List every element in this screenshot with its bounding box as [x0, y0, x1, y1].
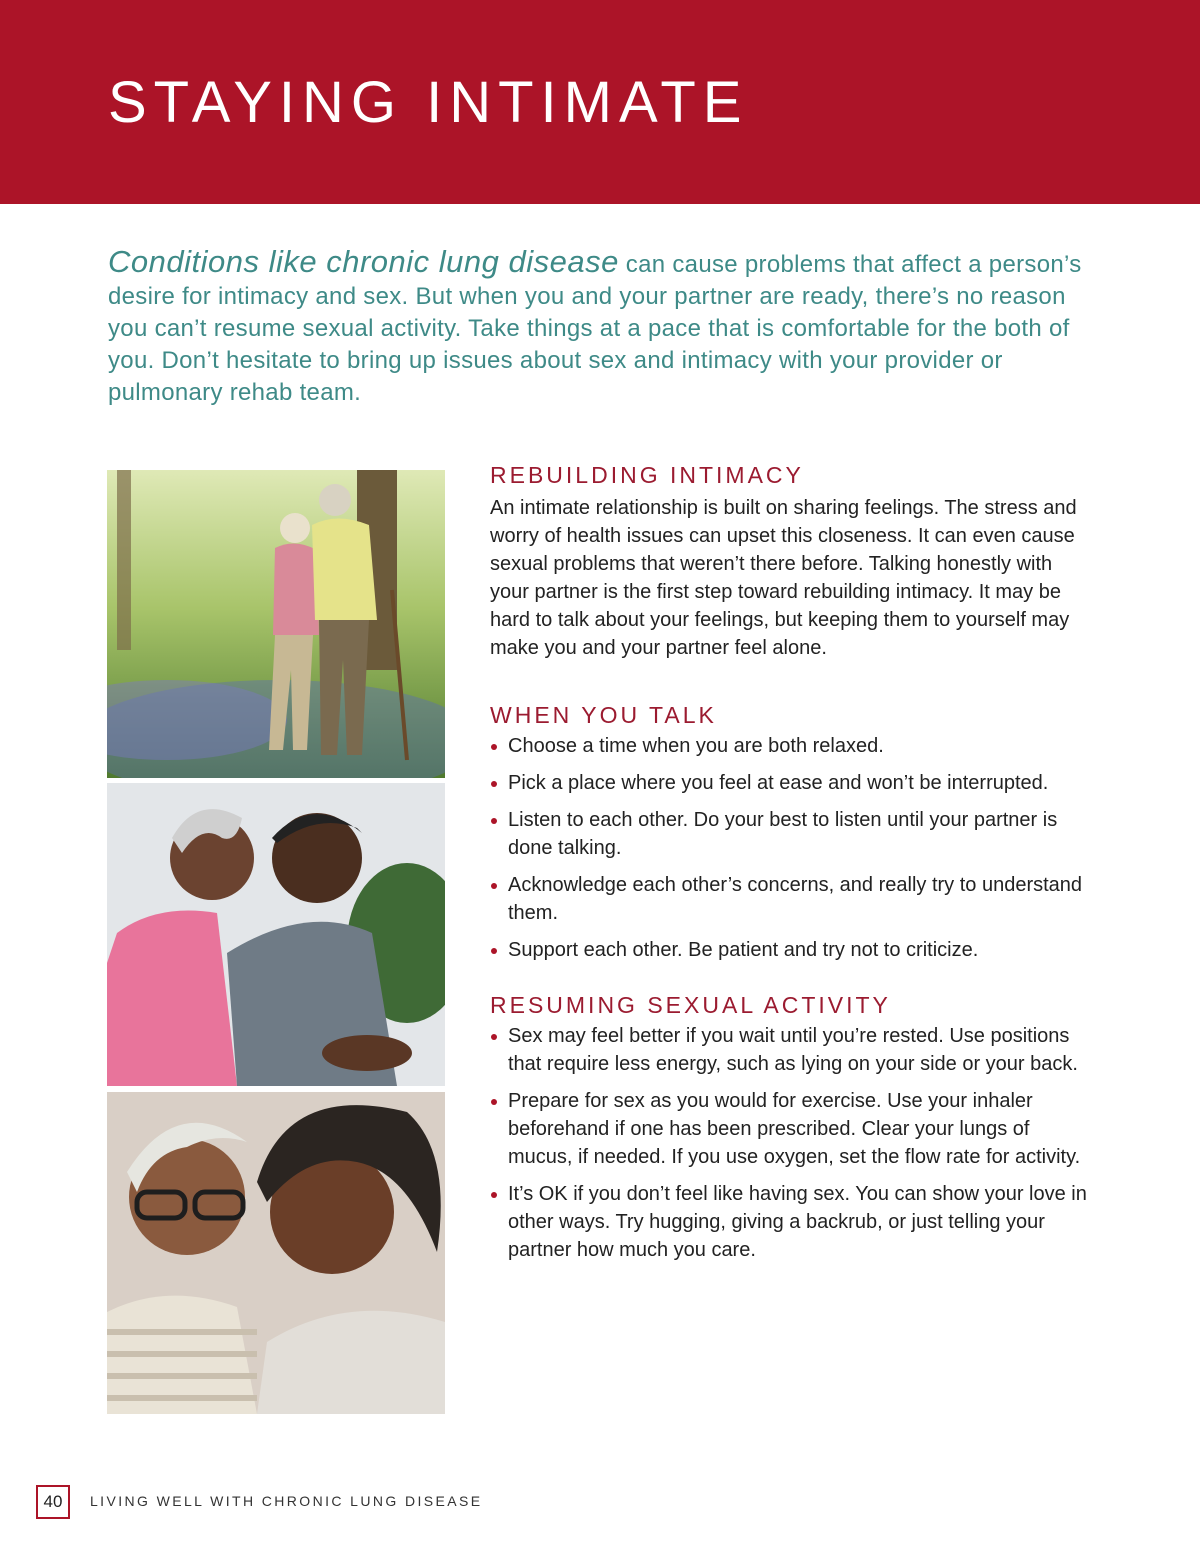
list-item: [490, 1087, 1090, 1171]
bullet-dot-icon: [491, 744, 497, 750]
bullet-dot-icon: [491, 1034, 497, 1040]
photo-couple-laughing: [107, 783, 445, 1086]
bullet-dot-icon: [491, 948, 497, 954]
intro-lead: Conditions like chronic lung disease: [108, 244, 619, 279]
list-item: [490, 806, 1090, 862]
bullet-text: Choose a time when you are both relaxed.: [508, 735, 884, 757]
main-content: [490, 460, 1090, 1273]
bullet-dot-icon: [491, 1192, 497, 1198]
photo-women-smiling: [107, 1092, 445, 1414]
bullet-text: Acknowledge each other’s concerns, and really try to understand them.: [508, 874, 1083, 924]
bullet-text: It’s OK if you don’t feel like having sex. You can show your love in other ways. Try hugging, giving a backrub, or just telling your partner how much you care.: [508, 1183, 1087, 1261]
bullet-text: Listen to each other. Do your best to listen until your partner is done talking.: [508, 809, 1058, 859]
bullet-dot-icon: [491, 781, 497, 787]
list-item: [490, 871, 1090, 927]
heading-resuming-sexual-activity: RESUMING SEXUAL ACTIVITY: [490, 992, 891, 1018]
bullet-text: Support each other. Be patient and try not to criticize.: [508, 939, 979, 961]
bullet-dot-icon: [491, 1099, 497, 1105]
heading-rebuilding-intimacy: REBUILDING INTIMACY: [490, 462, 804, 488]
photo-couple-walking: [107, 470, 445, 778]
list-item: [490, 1022, 1090, 1078]
bullet-text: Pick a place where you feel at ease and won’t be interrupted.: [508, 772, 1049, 794]
heading-when-you-talk: WHEN YOU TALK: [490, 702, 717, 728]
page-number: 40: [36, 1485, 70, 1519]
intro-paragraph: [108, 246, 1098, 409]
page-title: STAYING INTIMATE: [108, 70, 749, 135]
rebuilding-paragraph: An intimate relationship is built on sharing feelings. The stress and worry of health issues can upset this closeness. It can even cause sexual problems that weren’t there before. Talking honestly with your partner is the first step toward rebuilding intimacy. It may be hard to talk about your feelings, but keeping them to yourself may make you and your partner feel alone.: [490, 497, 1077, 659]
list-item: [490, 769, 1090, 797]
bullet-text: Prepare for sex as you would for exercise. Use your inhaler beforehand if one has been prescribed. Clear your lungs of mucus, if needed. If you use oxygen, set the flow rate for activity.: [508, 1090, 1081, 1168]
title-banner: [0, 0, 1200, 204]
running-title: LIVING WELL WITH CHRONIC LUNG DISEASE: [90, 1493, 483, 1509]
bullet-dot-icon: [491, 883, 497, 889]
bullet-text: Sex may feel better if you wait until you’re rested. Use positions that require less energy, such as lying on your side or your back.: [508, 1025, 1078, 1075]
resuming-bullet-list: [490, 1022, 1090, 1264]
list-item: [490, 1180, 1090, 1264]
list-item: [490, 936, 1090, 964]
intro-text: can cause problems that affect a person’s desire for intimacy and sex. But when you and your partner are ready, there’s no reason you can’t resume sexual activity. Take things at a pace that is comfortable for the both of you. Don’t hesitate to bring up issues about sex and intimacy with your provider or pulmonary rehab team.: [108, 251, 1082, 406]
bullet-dot-icon: [491, 818, 497, 824]
list-item: [490, 732, 1090, 760]
talk-bullet-list: [490, 732, 1090, 964]
